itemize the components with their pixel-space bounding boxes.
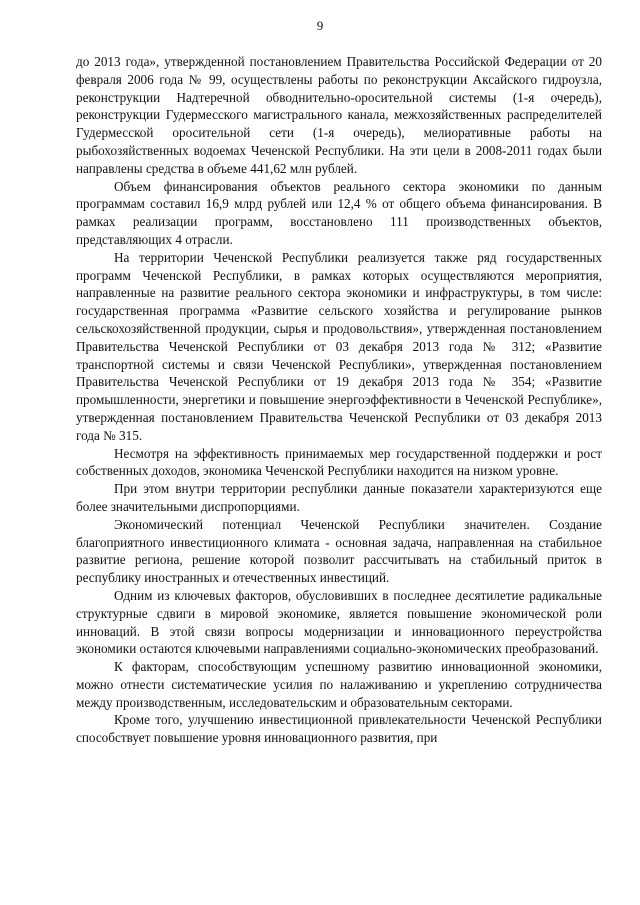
paragraph-2: Объем финансирования объектов реального сектора экономики по данным программам составил 16,9 млрд рублей или 12,4 % от общего объема финансирования. В рамках реализации программ, восстановлено 111 производственных объектов, представляющих 4 отрасли. — [76, 178, 602, 247]
document-body — [76, 53, 602, 747]
paragraph-4: Несмотря на эффективность принимаемых мер государственной поддержки и рост собственных доходов, экономика Чеченской Республики находится на низком уровне. — [76, 445, 602, 479]
paragraph-1: до 2013 года», утвержденной постановлением Правительства Российской Федерации от 20 февраля 2006 года № 99, осуществлены работы по реконструкции Аксайского гидроузла, реконструкции Надтеречной обводнительно-оросительной системы (1-я очередь), реконструкции Гудермесского магистрального канала, межхозяйственных распределителей Гудермесской оросительной сети (1-я очередь), мелиоративные работы на рыбохозяйственных водоемах Чеченской Республики. На эти цели в 2008-2011 годах были направлены средства в объеме 441,62 млн рублей. — [76, 54, 602, 176]
paragraph-9: Кроме того, улучшению инвестиционной привлекательности Чеченской Республики способствует повышение уровня инновационного развития, при — [76, 712, 602, 746]
page-number: 9 — [316, 18, 324, 33]
paragraph-3: На территории Чеченской Республики реализуется также ряд государственных программ Чеченской Республики, в рамках которых осуществляются мероприятия, направленные на развитие реального сектора экономики и инфраструктуры, в том числе: государственная программа «Развитие сельского хозяйства и регулирование рынков сельскохозяйственной продукции, сырья и продовольствия», утвержденная постановлением Правительства Чеченской Республики от 03 декабря 2013 года № 312; «Развитие транспортной системы и связи Чеченской Республики», утвержденная постановлением Правительства Чеченской Республики от 19 декабря 2013 года № 354; «Развитие промышленности, энергетики и повышение энергоэффективности в Чеченской Республике», утвержденная постановлением Правительства Чеченской Республики от 03 декабря 2013 года № 315. — [76, 249, 602, 443]
paragraph-5: При этом внутри территории республики данные показатели характеризуются еще более значительными диспропорциями. — [76, 481, 602, 514]
paragraph-8: К факторам, способствующим успешному развитию инновационной экономики, можно отнести систематические усилия по налаживанию и укреплению сотрудничества между производственным, исследовательским и образовательным секторами. — [76, 659, 602, 710]
paragraph-6: Экономический потенциал Чеченской Республики значителен. Создание благоприятного инвестиционного климата - основная задача, направленная на стабильное развитие региона, решение которой позволит рассчитывать на стабильный приток в республику иностранных и отечественных инвестиций. — [76, 516, 602, 586]
paragraph-7: Одним из ключевых факторов, обусловивших в последнее десятилетие радикальные структурные сдвиги в мировой экономике, является повышение экономической роли инноваций. В этой связи вопросы модернизации и инновационного переустройства экономики остаются ключевыми направлениями социально-экономических преобразований. — [76, 587, 602, 657]
